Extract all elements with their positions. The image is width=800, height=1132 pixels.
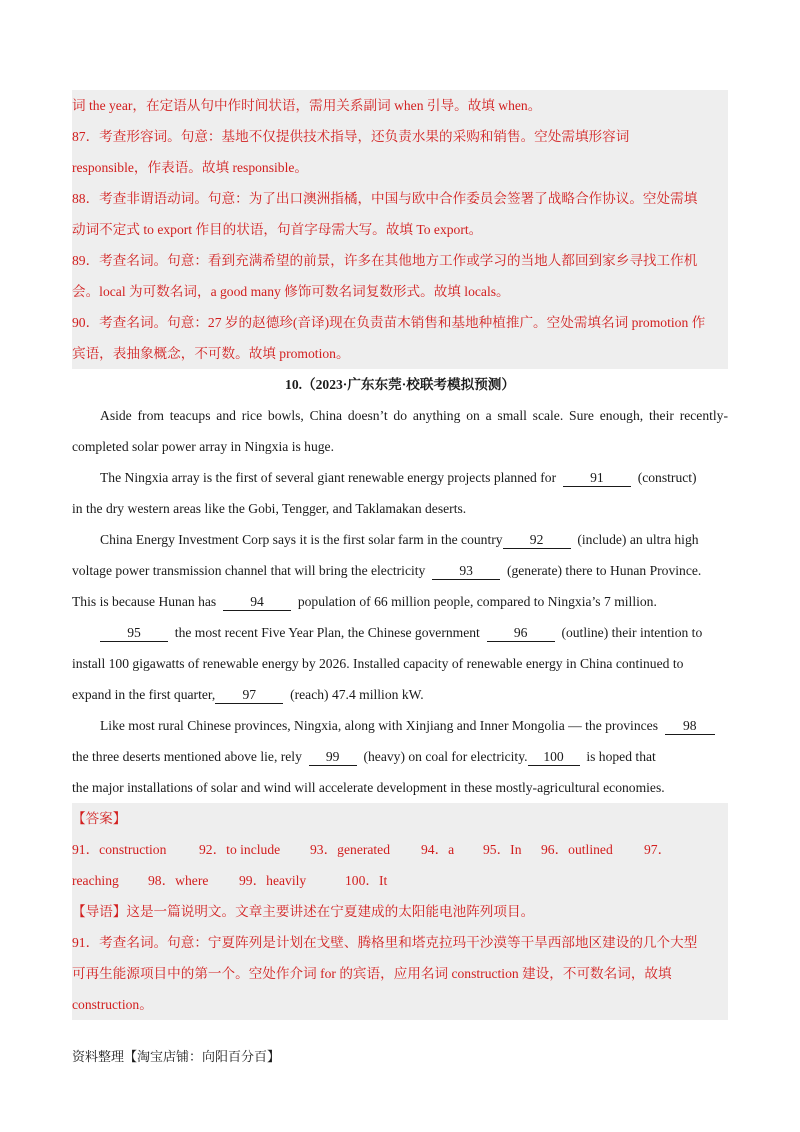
explanation-line: 词 the year，在定语从句中作时间状语，需用关系副词 when 引导。故填 when。 <box>72 98 542 113</box>
answer-item: reaching <box>72 873 119 888</box>
passage-line <box>72 555 728 586</box>
answer-item: 91．construction <box>72 842 167 857</box>
passage-line <box>72 710 728 741</box>
explanation-line: 87．考查形容词。句意：基地不仅提供技术指导，还负责水果的采购和销售。空处需填形容词 <box>72 129 630 144</box>
explanation-line: 91．考查名词。句意：宁夏阵列是计划在戈壁、腾格里和塔克拉玛干沙漠等干旱西部地区建设的几个大型 <box>72 935 698 950</box>
explanation-line: 宾语，表抽象概念，不可数。故填 promotion。 <box>72 346 350 361</box>
passage-text: (construct) <box>637 470 697 485</box>
answer-item: 94．a <box>421 842 455 857</box>
document-page <box>72 90 728 1020</box>
answer-item: 95．In <box>483 842 522 857</box>
blank-93[interactable]: 93 <box>432 563 500 580</box>
passage-text: This is because Hunan has <box>72 594 217 609</box>
passage-line: completed solar power array in Ningxia is huge. <box>72 439 334 454</box>
answer-item: 96．outlined <box>541 842 613 857</box>
explanation-line: 88．考查非谓语动词。句意：为了出口澳洲指橘，中国与欧中合作委员会签署了战略合作协议。空处需填 <box>72 191 698 206</box>
answer-block <box>72 803 728 1020</box>
blank-100[interactable]: 100 <box>528 749 580 766</box>
answer-item: 93．generated <box>310 842 391 857</box>
blank-96[interactable]: 96 <box>487 625 555 642</box>
passage-line <box>72 617 728 648</box>
answer-heading: 【答案】 <box>72 811 127 826</box>
passage-text: The Ningxia array is the first of several giant renewable energy projects planned for <box>100 470 557 485</box>
passage-text: (reach) 47.4 million kW. <box>290 687 424 702</box>
answer-item: 92．to include <box>199 842 281 857</box>
blank-99[interactable]: 99 <box>309 749 357 766</box>
passage-text: China Energy Investment Corp says it is the first solar farm in the country <box>100 532 503 547</box>
section-title: 10.（2023·广东东莞·校联考模拟预测） <box>285 377 515 392</box>
passage-text: (generate) there to Hunan Province. <box>506 563 702 578</box>
passage-text: the most recent Five Year Plan, the Chinese government <box>174 625 480 640</box>
answer-item: 98．where <box>148 873 209 888</box>
answer-item: 99．heavily <box>239 873 307 888</box>
passage-line: the major installations of solar and wind will accelerate development in these mostly-agricultural economies. <box>72 780 665 795</box>
passage-line: Aside from teacups and rice bowls, China doesn’t do anything on a small scale. Sure enough, their recently- <box>100 408 728 423</box>
passage-text: Like most rural Chinese provinces, Ningxia, along with Xinjiang and Inner Mongolia — the provinces <box>100 718 658 733</box>
explanation-line: 可再生能源项目中的第一个。空处作介词 for 的宾语，应用名词 construction 建设，不可数名词，故填 <box>72 966 672 981</box>
explanation-line: construction。 <box>72 997 153 1012</box>
blank-92[interactable]: 92 <box>503 532 571 549</box>
explanation-line: 89．考查名词。句意：看到充满希望的前景，许多在其他地方工作或学习的当地人都回到家乡寻找工作机 <box>72 253 698 268</box>
answer-row <box>72 865 728 896</box>
blank-98[interactable]: 98 <box>665 718 715 735</box>
passage-line: in the dry western areas like the Gobi, Tengger, and Taklamakan deserts. <box>72 501 467 516</box>
explanation-line: responsible，作表语。故填 responsible。 <box>72 160 308 175</box>
explanation-block-top <box>72 90 728 369</box>
blank-97[interactable]: 97 <box>215 687 283 704</box>
blank-95[interactable]: 95 <box>100 625 168 642</box>
answer-row <box>72 834 728 865</box>
passage-text: is hoped that <box>586 749 656 764</box>
passage-text: population of 66 million people, compared to Ningxia’s 7 million. <box>297 594 657 609</box>
passage-line <box>72 679 728 710</box>
passage-line <box>72 524 728 555</box>
explanation-line: 会。local 为可数名词，a good many 修饰可数名词复数形式。故填 locals。 <box>72 284 510 299</box>
passage-line <box>72 462 728 493</box>
answer-item: 97． <box>644 842 672 857</box>
passage-text: voltage power transmission channel that will bring the electricity <box>72 563 426 578</box>
explanation-line: 90．考查名词。句意：27 岁的赵德珍(音译)现在负责苗木销售和基地种植推广。空处需填名词 promotion 作 <box>72 315 706 330</box>
blank-94[interactable]: 94 <box>223 594 291 611</box>
answer-item: 100．It <box>345 873 388 888</box>
blank-91[interactable]: 91 <box>563 470 631 487</box>
explanation-line: 动词不定式 to export 作目的状语，句首字母需大写。故填 To export。 <box>72 222 483 237</box>
passage-text: (include) an ultra high <box>577 532 699 547</box>
passage-line <box>72 586 728 617</box>
passage-text: expand in the first quarter, <box>72 687 216 702</box>
passage <box>72 400 728 803</box>
passage-line <box>72 741 728 772</box>
passage-line: install 100 gigawatts of renewable energy by 2026. Installed capacity of renewable energy in China continued to <box>72 656 684 671</box>
passage-text: (heavy) on coal for electricity. <box>363 749 528 764</box>
page-footer: 资料整理【淘宝店铺：向阳百分百】 <box>72 1050 281 1065</box>
passage-text: (outline) their intention to <box>561 625 703 640</box>
passage-text: the three deserts mentioned above lie, rely <box>72 749 302 764</box>
guide-text: 【导语】这是一篇说明文。文章主要讲述在宁夏建成的太阳能电池阵列项目。 <box>72 904 535 919</box>
